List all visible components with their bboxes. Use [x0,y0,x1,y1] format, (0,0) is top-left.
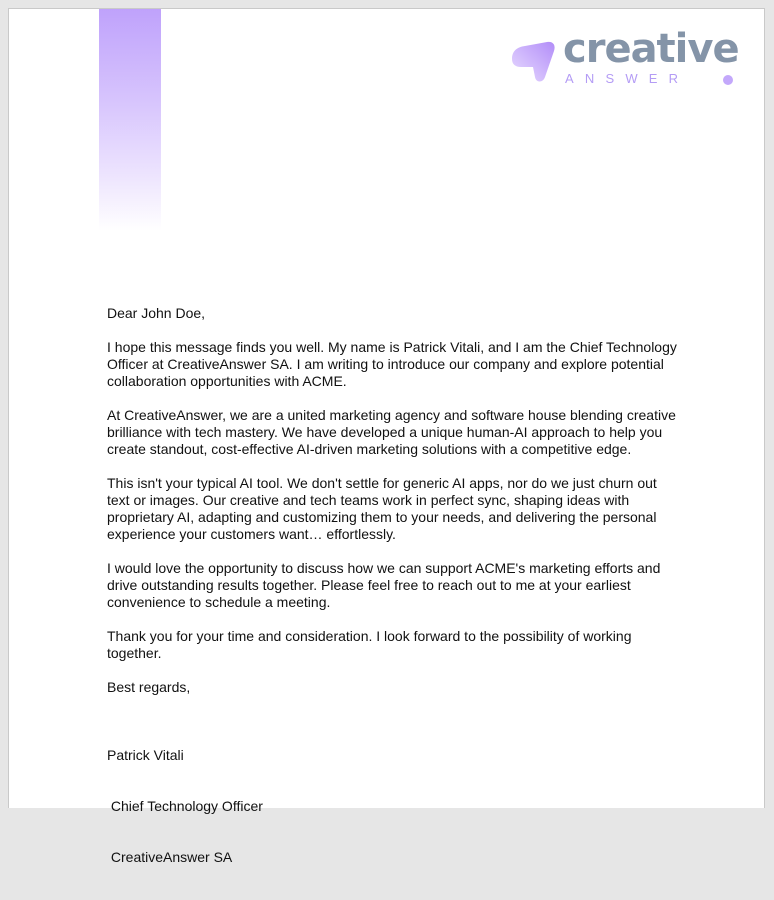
arrow-mark-icon [509,37,557,85]
letter-paragraph-3: This isn't your typical AI tool. We don't settle for generic AI apps, nor do we just churn out text or images. Our creative and tech teams work in perfect sync, shaping ideas with proprietary AI, adapting and customizing them to your needs, and delivering the personal experience your customers want… effortlessly. [107,475,657,542]
signature-company: CreativeAnswer SA [107,849,233,865]
letter-paragraph-4: I would love the opportunity to discuss how we can support ACME's marketing efforts and drive outstanding results together. Please feel free to reach out to me at your earliest convenience to schedule a meeting. [107,560,661,610]
letter-closing: Best regards, [107,679,191,695]
signature-name: Patrick Vitali [107,747,184,763]
signature-title: Chief Technology Officer [107,798,263,814]
logo-wordmark: creative [563,26,739,72]
letter-page [8,8,765,865]
logo-subtext: ANSWER [565,71,690,86]
letter-greeting: Dear John Doe, [107,305,206,321]
decorative-accent-bar [99,9,161,231]
letter-signature [107,713,677,900]
letter-paragraph-5: Thank you for your time and consideration. I look forward to the possibility of working together. [107,628,632,661]
letter-paragraph-2: At CreativeAnswer, we are a united marketing agency and software house blending creative brilliance with tech mastery. We have developed a unique human-AI approach to help you create standout, cost-effective AI-driven marketing solutions with a competitive edge. [107,407,676,457]
company-logo [509,26,741,93]
letter-body [107,305,677,900]
letter-paragraph-1: I hope this message finds you well. My name is Patrick Vitali, and I am the Chief Technology Officer at CreativeAnswer SA. I am writing to introduce our company and explore potential collaboration opportunities with ACME. [107,339,677,389]
logo-dot-icon [723,75,733,85]
